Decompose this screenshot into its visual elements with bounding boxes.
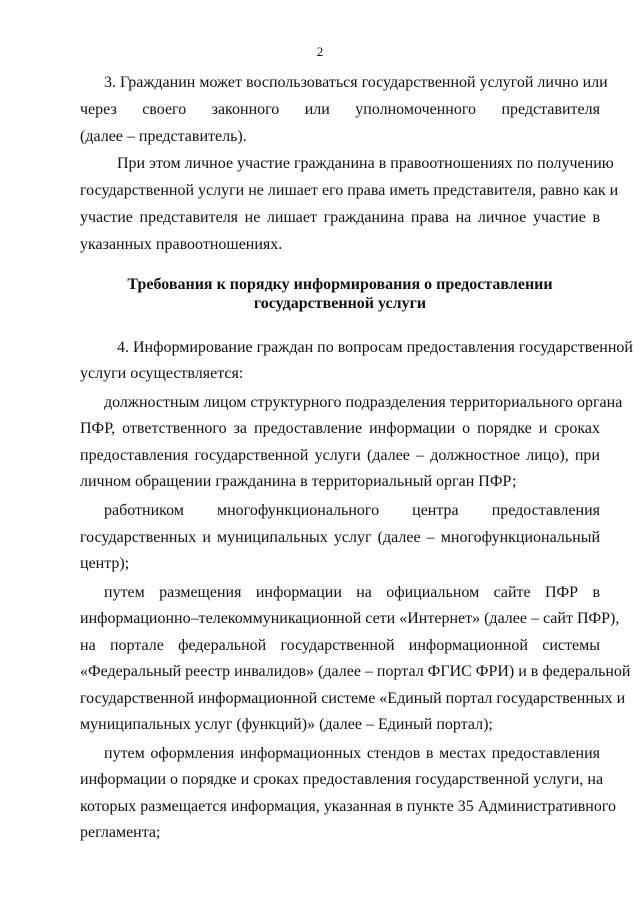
item4-line4: регламента;: [80, 824, 161, 841]
item1-line1: должностным лицом структурного подразделения территориального органа: [104, 394, 623, 411]
para3-line2: через своего законного или уполномоченного представителя: [80, 101, 600, 118]
para4-line2: услуги осуществляется:: [80, 365, 244, 382]
section-heading-line2: государственной услуги: [253, 295, 427, 312]
para3b-line4: указанных правоотношениях.: [80, 236, 283, 253]
page-number: 2: [316, 44, 324, 59]
section-heading-line1: Требования к порядку информирования о предоставлении: [127, 276, 553, 293]
item3-line4: «Федеральный реестр инвалидов» (далее – портал ФГИС ФРИ) и в федеральной: [80, 663, 631, 680]
item3-line6: муниципальных услуг (функций)» (далее – Единый портал);: [80, 716, 493, 733]
para4-line1: 4. Информирование граждан по вопросам предоставления государственной: [117, 339, 633, 356]
para3b-line3: участие представителя не лишает гражданина права на личное участие в: [80, 209, 600, 226]
item4-line2: информации о порядке и сроках предоставления государственной услуги, на: [80, 771, 604, 788]
para3b-line2: государственной услуги не лишает его права иметь представителя, равно как и: [80, 182, 619, 199]
item2-line2: государственных и муниципальных услуг (далее – многофункциональный: [80, 529, 600, 546]
item3-line5: государственной информационной системе «Единый портал государственных и: [80, 690, 626, 707]
item3-line1: путем размещения информации на официальном сайте ПФР в: [104, 584, 600, 601]
para3-line3: (далее – представитель).: [80, 128, 247, 145]
item4-line1: путем оформления информационных стендов в местах предоставления: [104, 745, 600, 762]
item2-line3: центр);: [80, 555, 130, 572]
item4-line3: которых размещается информация, указанная в пункте 35 Административного: [80, 798, 617, 815]
item1-line3: предоставления государственной услуги (далее – должностное лицо), при: [80, 447, 600, 464]
item2-line1: работником многофункционального центра предоставления: [104, 502, 600, 519]
item1-line2: ПФР, ответственного за предоставление информации о порядке и сроках: [80, 420, 600, 437]
item1-line4: личном обращении гражданина в территориальный орган ПФР;: [80, 473, 517, 490]
item3-line3: на портале федеральной государственной информационной системы: [80, 637, 600, 654]
item3-line2: информационно–телекоммуникационной сети «Интернет» (далее – сайт ПФР),: [80, 610, 620, 627]
para3-line1: 3. Гражданин может воспользоваться государственной услугой лично или: [104, 74, 608, 91]
para3b-line1: При этом личное участие гражданина в правоотношениях по получению: [117, 155, 614, 172]
